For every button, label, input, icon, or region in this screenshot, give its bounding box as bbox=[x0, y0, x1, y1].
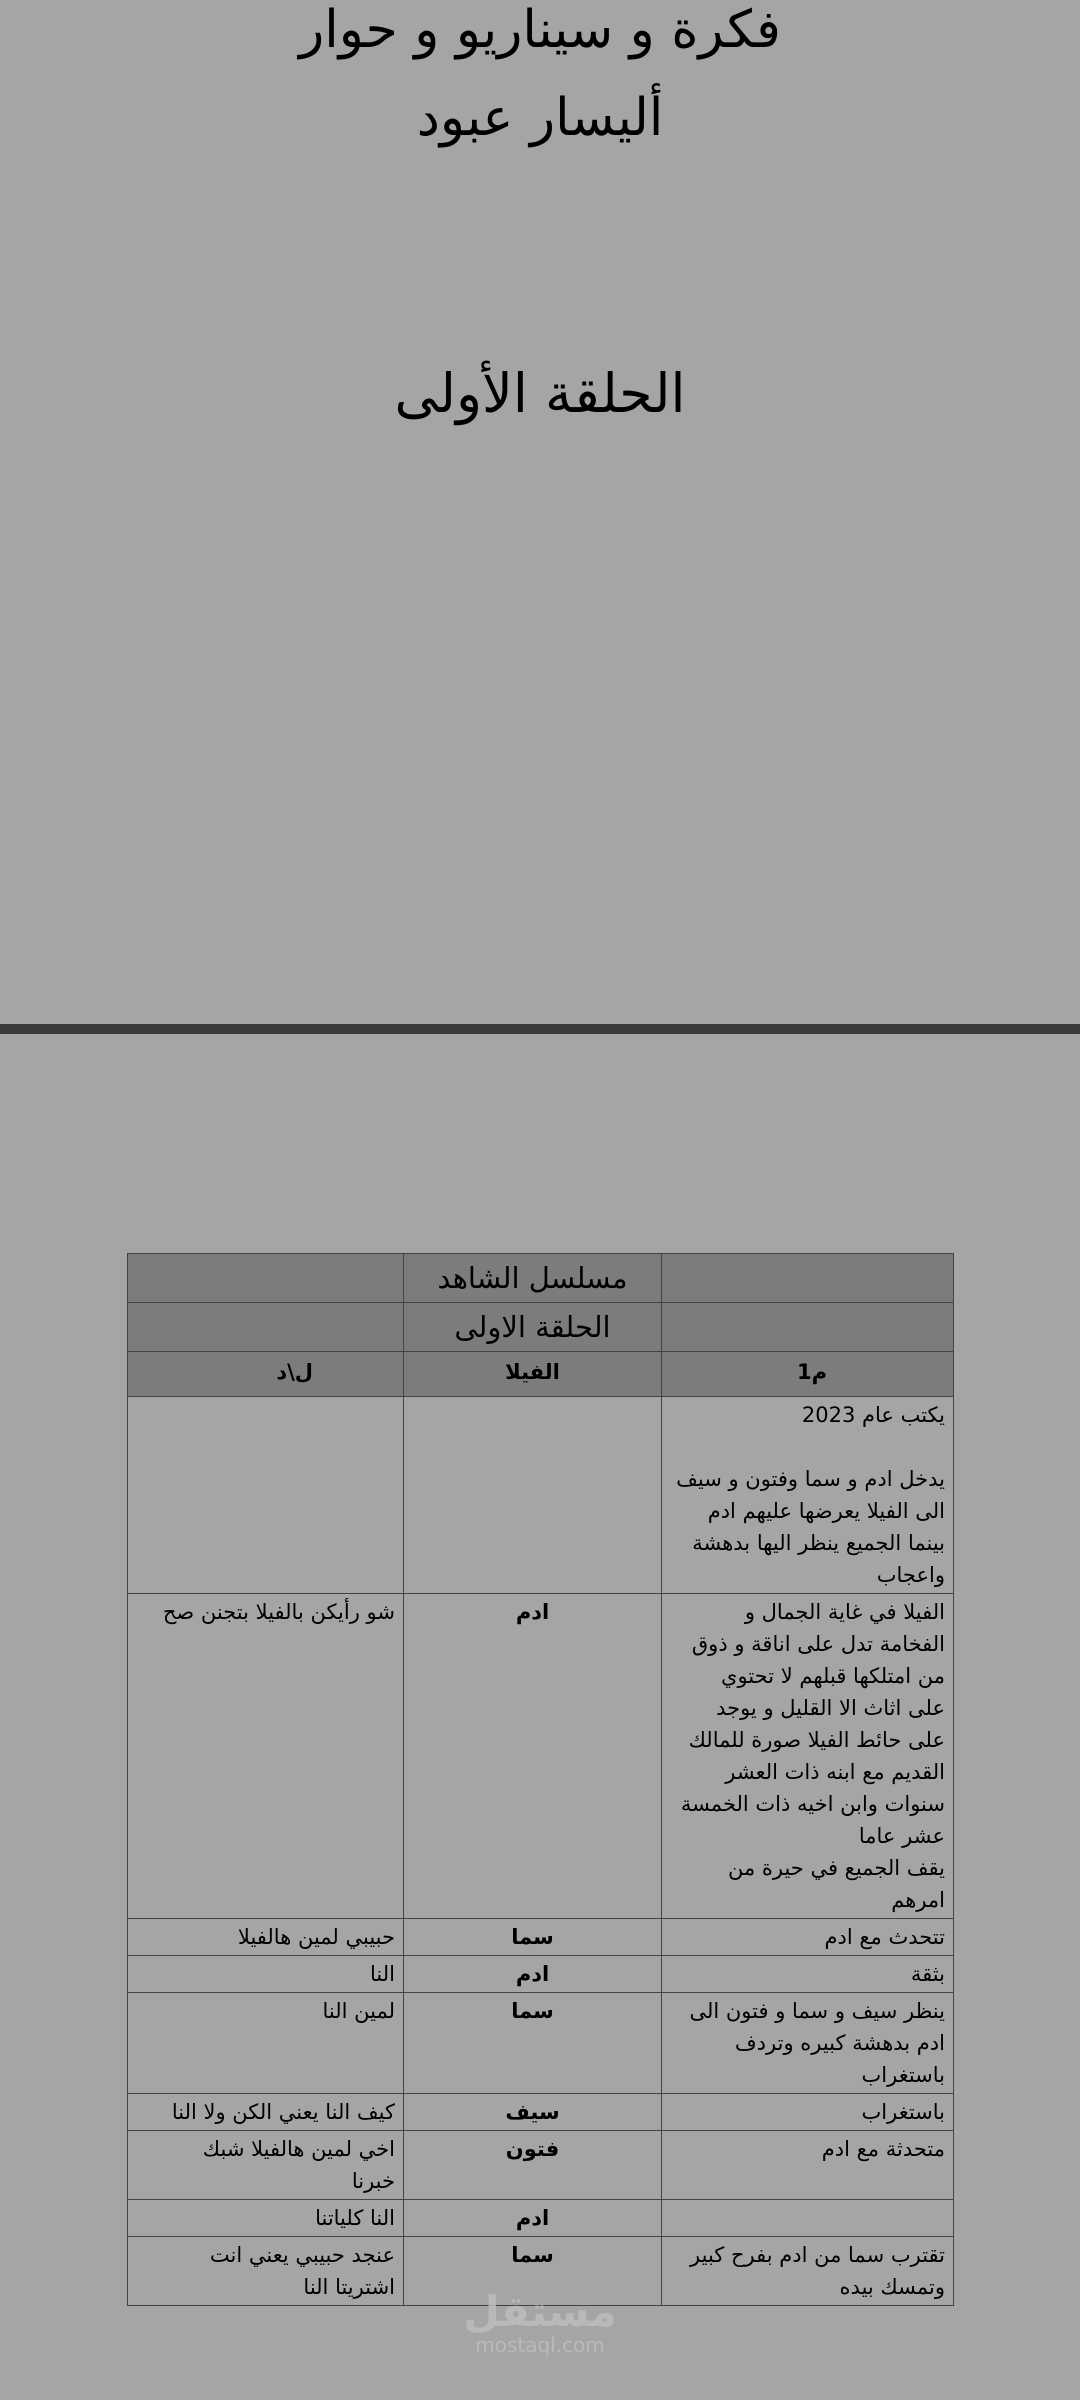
action-line: بثقة bbox=[910, 1962, 945, 1986]
dialogue-line: خبرنا bbox=[351, 2169, 395, 2193]
action-line: يقف الجميع في حيرة من bbox=[727, 1856, 945, 1880]
table-row bbox=[128, 2131, 954, 2200]
action-cell bbox=[662, 1993, 954, 2094]
header-empty-cell bbox=[662, 1254, 954, 1303]
dialogue-line: حبيبي لمين هالفيلا bbox=[237, 1925, 395, 1949]
action-line: يدخل ادم و سما وفتون و سيف bbox=[676, 1467, 945, 1491]
action-line: القديم مع ابنه ذات العشر bbox=[725, 1760, 945, 1784]
dialogue-line: النا كلياتنا bbox=[315, 2206, 395, 2230]
dialogue-cell bbox=[128, 2131, 404, 2200]
character-cell: ادم bbox=[404, 1956, 662, 1993]
action-line: سنوات وابن اخيه ذات الخمسة bbox=[680, 1792, 945, 1816]
table-row bbox=[128, 1594, 954, 1919]
table-row bbox=[128, 1397, 954, 1594]
author-name: أليسار عبود bbox=[416, 88, 664, 148]
dialogue-cell bbox=[128, 1919, 404, 1956]
action-line: باستغراب bbox=[861, 2063, 945, 2087]
table-row bbox=[128, 1919, 954, 1956]
character-cell: ادم bbox=[404, 2200, 662, 2237]
scene-number: م1 bbox=[662, 1352, 954, 1397]
dialogue-line: عنجد حبيبي يعني انت bbox=[209, 2243, 395, 2267]
action-line: ادم بدهشة كبيره وتردف bbox=[734, 2031, 945, 2055]
dialogue-cell bbox=[128, 1594, 404, 1919]
action-line: بينما الجميع ينظر اليها بدهشة bbox=[692, 1531, 945, 1555]
action-cell bbox=[662, 2200, 954, 2237]
watermark-brand: مستقل bbox=[463, 2287, 617, 2336]
action-line: واعجاب bbox=[876, 1563, 945, 1587]
action-line: على حائط الفيلا صورة للمالك bbox=[688, 1728, 945, 1752]
dialogue-line: اخي لمين هالفيلا شبك bbox=[202, 2137, 395, 2161]
action-line: على اثاث الا القليل و يوجد bbox=[716, 1696, 945, 1720]
table-header-row bbox=[128, 1303, 954, 1352]
dialogue-cell bbox=[128, 1993, 404, 2094]
scene-location: الفيلا bbox=[404, 1352, 662, 1397]
header-empty-cell bbox=[662, 1303, 954, 1352]
character-cell: ادم bbox=[404, 1594, 662, 1919]
table-header-row bbox=[128, 1254, 954, 1303]
action-line: متحدثة مع ادم bbox=[821, 2137, 945, 2161]
dialogue-line: شو رأيكن بالفيلا بتجنن صح bbox=[162, 1600, 395, 1624]
action-cell bbox=[662, 1594, 954, 1919]
action-line: وتمسك بيده bbox=[839, 2275, 945, 2299]
series-title: مسلسل الشاهد bbox=[404, 1254, 662, 1303]
character-cell: فتون bbox=[404, 2131, 662, 2200]
action-line: من امتلكها قبلهم لا تحتوي bbox=[721, 1664, 945, 1688]
dialogue-cell bbox=[128, 1397, 404, 1594]
action-line: ينظر سيف و سما و فتون الى bbox=[689, 1999, 945, 2023]
action-line: الفيلا في غاية الجمال و bbox=[744, 1600, 945, 1624]
table-row bbox=[128, 2094, 954, 2131]
cover-page bbox=[0, 0, 1080, 1024]
dialogue-cell bbox=[128, 1956, 404, 1993]
dialogue-cell bbox=[128, 2094, 404, 2131]
dialogue-line: لمين النا bbox=[322, 1999, 395, 2023]
table-row bbox=[128, 2200, 954, 2237]
dialogue-line: النا bbox=[370, 1962, 395, 1986]
watermark-domain: mostaql.com bbox=[475, 2333, 605, 2357]
action-cell bbox=[662, 1397, 954, 1594]
character-cell: سما bbox=[404, 2237, 662, 2306]
screenplay-table bbox=[127, 1253, 954, 2306]
dialogue-cell bbox=[128, 2200, 404, 2237]
header-empty-cell bbox=[128, 1254, 404, 1303]
scene-heading-row bbox=[128, 1352, 954, 1397]
character-cell: سيف bbox=[404, 2094, 662, 2131]
action-line: الى الفيلا يعرضها عليهم ادم bbox=[707, 1499, 945, 1523]
action-cell bbox=[662, 1956, 954, 1993]
episode-heading: الحلقة الاولى bbox=[404, 1303, 662, 1352]
episode-title: الحلقة الأولى bbox=[394, 362, 686, 425]
dialogue-line: كيف النا يعني الكن ولا النا bbox=[171, 2100, 395, 2124]
action-line: يكتب عام 2023 bbox=[801, 1403, 945, 1427]
dialogue-line: اشتريتا النا bbox=[303, 2275, 395, 2299]
header-empty-cell bbox=[128, 1303, 404, 1352]
action-line: الفخامة تدل على اناقة و ذوق bbox=[691, 1632, 945, 1656]
action-cell bbox=[662, 1919, 954, 1956]
action-line: تقترب سما من ادم بفرح كبير bbox=[690, 2243, 945, 2267]
action-line: عشر عاما bbox=[858, 1824, 945, 1848]
action-line: تتحدث مع ادم bbox=[824, 1925, 945, 1949]
action-line: باستغراب bbox=[861, 2100, 945, 2124]
character-cell bbox=[404, 1397, 662, 1594]
character-cell: سما bbox=[404, 1919, 662, 1956]
table-row bbox=[128, 1993, 954, 2094]
action-line: امرهم bbox=[891, 1888, 945, 1912]
page-divider bbox=[0, 1024, 1080, 1034]
table-row bbox=[128, 1956, 954, 1993]
action-line bbox=[670, 1431, 945, 1463]
action-cell bbox=[662, 2131, 954, 2200]
action-cell bbox=[662, 2094, 954, 2131]
credits-line: فكرة و سيناريو و حوار bbox=[299, 0, 781, 60]
character-cell: سما bbox=[404, 1993, 662, 2094]
scene-time: ل\د bbox=[128, 1352, 404, 1397]
